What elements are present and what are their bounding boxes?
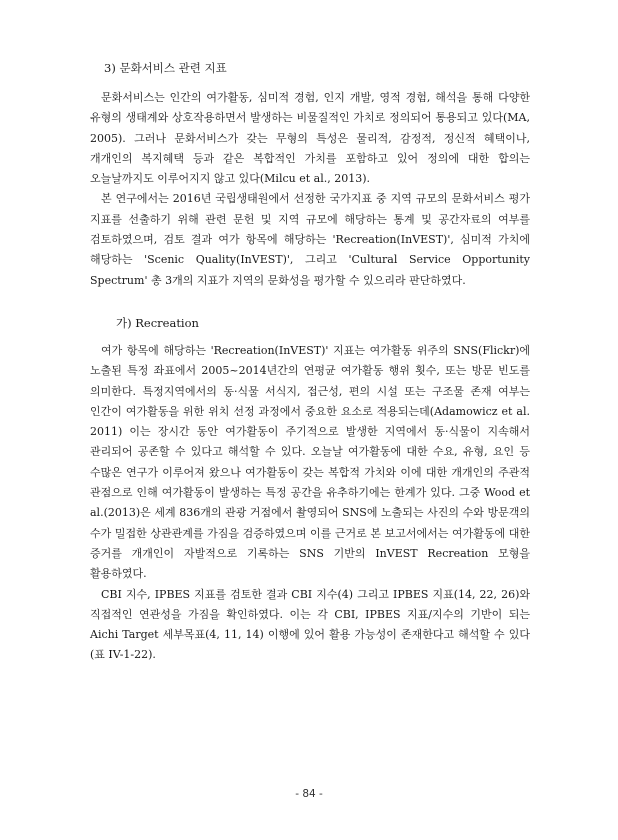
subsection-heading: 가) Recreation — [116, 315, 199, 330]
paragraph-recreation-indicator: 여가 항목에 해당하는 'Recreation(InVEST)' 지표는 여가활동 위주의 SNS(Flickr)에 노출된 특정 좌표에서 2005~2014년간의 연평균 여가활동 행위 횟수, 또는 방문 빈도를 의미한다. 특정지역에서의 동·식물 서식지, 접근성, 편의 시설 또는 구조물 존재 여부는 인간이 여가활동을 위한 위치 선정 과정에서 중요한 요소로 적용되는데(Adamowicz et al. 2011) 이는 장시간 동안 여가활동이 주기적으로 발생한 지역에서 동·식물이 지속해서 관리되어 공존할 수 있다고 해석할 수 있다. 오늘날 여가활동에 대한 수요, 유형, 요인 등 수많은 연구가 이루어져 왔으나 여가활동이 갖는 복합적 가치와 이에 대한 개개인의 주관적 관점으로 인해 여가활동이 발생하는 특정 공간을 유추하기에는 한계가 있다. 그중 Wood et al.(2013)은 세계 836개의 관광 거점에서 촬영되어 SNS에 노출되는 사진의 수와 방문객의 수가 밀접한 상관관계를 가짐을 검증하였으며 이를 근거로 본 보고서에서는 여가활동에 대한 증거를 개개인이 자발적으로 기록하는 SNS 기반의 InVEST Recreation 모형을 활용하였다. — [90, 343, 530, 581]
paragraph-cultural-services-definition: 문화서비스는 인간의 여가활동, 심미적 경험, 인지 개발, 영적 경험, 해석을 통해 다양한 유형의 생태계와 상호작용하면서 발생하는 비물질적인 가치로 정의되어 통용되고 있다(MA, 2005). 그러나 문화서비스가 갖는 무형의 특성은 물리적, 감정적, 정신적 혜택이나, 개개인의 복지혜택 등과 같은 복합적인 가치를 포함하고 있어 정의에 대한 합의는 오늘날까지도 이루어지지 않고 있다(Milcu et al., 2013). — [90, 91, 530, 186]
page-number: - 84 - — [295, 788, 323, 800]
paragraph-study-indicators: 본 연구에서는 2016년 국립생태원에서 선정한 국가지표 중 지역 규모의 문화서비스 평가 지표를 선출하기 위해 관련 문헌 및 지역 규모에 해당하는 통계 및 공간자료의 여부를 검토하였으며, 검토 결과 여가 항목에 해당하는 'Recreation(InVEST)', 심미적 가치에 해당하는 'Scenic Quality(InVEST)', 그리고 'Cultural Service Opportunity Spectrum' 총 3개의 지표가 지역의 문화성을 평가할 수 있으리라 판단하였다. — [90, 192, 530, 287]
section-heading: 3) 문화서비스 관련 지표 — [104, 61, 227, 75]
paragraph-cbi-ipbes-review: CBI 지수, IPBES 지표를 검토한 결과 CBI 지수(4) 그리고 IPBES 지표(14, 22, 26)와 직접적인 연관성을 가짐을 확인하였다. 이는 각 CBI, IPBES 지표/지수의 기반이 되는 Aichi Target 세부목표(4, 11, 14) 이행에 있어 활용 가능성이 존재한다고 해석할 수 있다(표 IV-1-22). — [90, 587, 530, 662]
document-body — [90, 58, 530, 666]
